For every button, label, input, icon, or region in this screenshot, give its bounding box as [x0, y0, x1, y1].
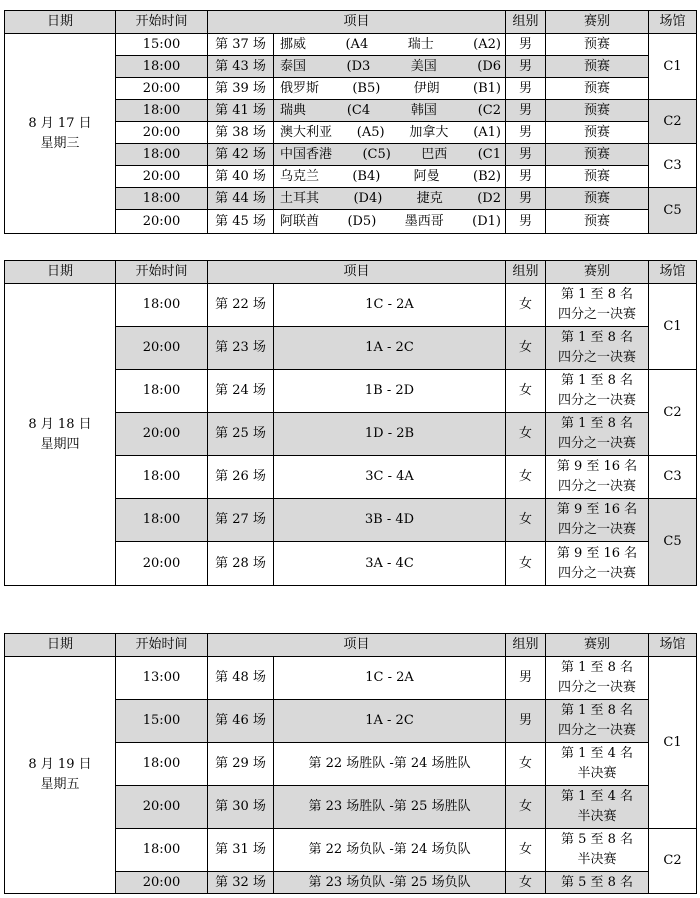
- item-cell: [274, 188, 506, 210]
- header-stage: 赛别: [546, 261, 649, 284]
- group-cell: 女: [506, 499, 546, 542]
- stage-cell: 预赛: [546, 166, 649, 188]
- header-item: 项目: [208, 261, 506, 284]
- stage-line-2: 四分之一决赛: [558, 723, 637, 738]
- group-cell: 女: [506, 872, 546, 894]
- item-cell: 第 22 场胜队 -第 24 场胜队: [274, 743, 506, 786]
- header-time: 开始时间: [116, 11, 208, 34]
- stage-line-2: 四分之一决赛: [558, 565, 637, 581]
- time-cell: 13:00: [116, 657, 208, 700]
- stage-cell: 预赛: [546, 144, 649, 166]
- team-b-code: (A1): [473, 124, 501, 140]
- time-cell: 18:00: [116, 829, 208, 872]
- schedule-table-aug18: [4, 260, 697, 586]
- stage-cell: [546, 786, 649, 829]
- stage-cell: [546, 327, 649, 370]
- team-a-code: (D3: [346, 58, 371, 74]
- match-cell: 第 43 场: [208, 56, 274, 78]
- team-b: 瑞士: [407, 36, 434, 52]
- team-a: 澳大利亚: [280, 124, 333, 140]
- venue-cell: C2: [649, 829, 697, 894]
- header-group: 组别: [506, 634, 546, 657]
- team-b: 加拿大: [409, 124, 449, 140]
- match-cell: 第 45 场: [208, 210, 274, 234]
- group-cell: 男: [506, 56, 546, 78]
- group-cell: 女: [506, 413, 546, 456]
- time-cell: 18:00: [116, 456, 208, 499]
- team-b-code: (D1): [472, 213, 501, 229]
- header-stage: 赛别: [546, 634, 649, 657]
- group-cell: 女: [506, 829, 546, 872]
- header-item: 项目: [208, 634, 506, 657]
- time-cell: 15:00: [116, 700, 208, 743]
- team-a-code: (A4: [345, 36, 369, 52]
- stage-line-2: 半决赛: [577, 852, 617, 867]
- item-cell: [274, 210, 506, 234]
- match-cell: 第 46 场: [208, 700, 274, 743]
- match-cell: 第 28 场: [208, 542, 274, 586]
- time-cell: 20:00: [116, 327, 208, 370]
- match-cell: 第 30 场: [208, 786, 274, 829]
- item-cell: 3B - 4D: [274, 499, 506, 542]
- team-b: 墨西哥: [404, 213, 444, 229]
- stage-cell: [546, 542, 649, 586]
- stage-cell: [546, 499, 649, 542]
- stage-line-1: 第 1 至 4 名: [560, 789, 634, 804]
- table-row: [5, 34, 697, 56]
- group-cell: 男: [506, 100, 546, 122]
- team-a-code: (D4): [353, 190, 383, 206]
- stage-line-1: 第 9 至 16 名: [556, 545, 638, 561]
- time-cell: 20:00: [116, 872, 208, 894]
- stage-line-1: 第 1 至 4 名: [560, 746, 634, 761]
- group-cell: 男: [506, 210, 546, 234]
- date-label: 8 月 17 日: [28, 115, 92, 131]
- team-a-code: (B4): [352, 168, 381, 184]
- item-cell: [274, 56, 506, 78]
- time-cell: 20:00: [116, 413, 208, 456]
- stage-cell: [546, 370, 649, 413]
- header-time: 开始时间: [116, 634, 208, 657]
- match-cell: 第 26 场: [208, 456, 274, 499]
- group-cell: 男: [506, 122, 546, 144]
- item-cell: 1C - 2A: [274, 284, 506, 327]
- time-cell: 15:00: [116, 34, 208, 56]
- header-date: 日期: [5, 261, 116, 284]
- team-a-code: (C4: [346, 102, 371, 118]
- header-row: [5, 261, 697, 284]
- venue-cell: C5: [649, 188, 697, 234]
- stage-line-1: 第 9 至 16 名: [556, 459, 638, 474]
- team-b-code: (C2: [477, 102, 502, 118]
- time-cell: 20:00: [116, 122, 208, 144]
- stage-cell: [546, 700, 649, 743]
- header-item: 项目: [208, 11, 506, 34]
- team-b: 韩国: [410, 102, 437, 118]
- stage-cell: [546, 829, 649, 872]
- time-cell: 18:00: [116, 284, 208, 327]
- header-group: 组别: [506, 261, 546, 284]
- team-a: 乌克兰: [280, 168, 320, 184]
- group-cell: 女: [506, 456, 546, 499]
- stage-line-1: 第 1 至 8 名: [560, 660, 634, 675]
- time-cell: 18:00: [116, 499, 208, 542]
- stage-cell: [546, 456, 649, 499]
- team-b-code: (B2): [473, 168, 501, 184]
- team-a: 挪威: [280, 36, 307, 52]
- team-b-code: (D6: [477, 58, 502, 74]
- venue-cell: C3: [649, 456, 697, 499]
- stage-cell: 预赛: [546, 210, 649, 234]
- time-cell: 18:00: [116, 370, 208, 413]
- item-cell: [274, 144, 506, 166]
- item-cell: [274, 166, 506, 188]
- match-cell: 第 41 场: [208, 100, 274, 122]
- schedule-table-aug19: [4, 633, 697, 894]
- header-group: 组别: [506, 11, 546, 34]
- venue-cell: C2: [649, 100, 697, 144]
- stage-line-2: 四分之一决赛: [558, 680, 637, 695]
- stage-cell: [546, 657, 649, 700]
- stage-line-2: 四分之一决赛: [558, 350, 637, 365]
- team-a-code: (C5): [362, 146, 391, 162]
- venue-cell: C1: [649, 34, 697, 100]
- item-cell: 1D - 2B: [274, 413, 506, 456]
- team-b: 巴西: [421, 146, 448, 162]
- time-cell: 18:00: [116, 100, 208, 122]
- match-cell: 第 27 场: [208, 499, 274, 542]
- team-b: 捷克: [416, 190, 443, 206]
- stage-line-2: 四分之一决赛: [558, 479, 637, 494]
- stage-line-1: 第 5 至 8 名: [560, 832, 634, 847]
- stage-cell: [546, 743, 649, 786]
- date-cell: [5, 34, 116, 234]
- group-cell: 男: [506, 166, 546, 188]
- item-cell: 1B - 2D: [274, 370, 506, 413]
- weekday-label: 星期三: [40, 135, 80, 151]
- stage-cell: 第 5 至 8 名: [546, 872, 649, 894]
- item-cell: 1C - 2A: [274, 657, 506, 700]
- stage-cell: [546, 284, 649, 327]
- venue-cell: C2: [649, 370, 697, 456]
- stage-cell: [546, 413, 649, 456]
- item-cell: 第 23 场胜队 -第 25 场胜队: [274, 786, 506, 829]
- date-cell: [5, 284, 116, 586]
- stage-line-2: 四分之一决赛: [558, 522, 637, 537]
- team-b: 美国: [410, 58, 437, 74]
- match-cell: 第 44 场: [208, 188, 274, 210]
- stage-line-2: 四分之一决赛: [558, 307, 637, 322]
- weekday-label: 星期五: [40, 777, 80, 792]
- date-label: 8 月 19 日: [28, 757, 92, 772]
- team-b-code: (A2): [473, 36, 501, 52]
- match-cell: 第 23 场: [208, 327, 274, 370]
- stage-line-1: 第 1 至 8 名: [560, 416, 634, 431]
- item-cell: 1A - 2C: [274, 700, 506, 743]
- item-cell: 3A - 4C: [274, 542, 506, 586]
- match-cell: 第 32 场: [208, 872, 274, 894]
- team-b-code: (C1: [477, 146, 502, 162]
- match-cell: 第 42 场: [208, 144, 274, 166]
- stage-line-2: 半决赛: [577, 766, 617, 781]
- match-cell: 第 25 场: [208, 413, 274, 456]
- group-cell: 女: [506, 786, 546, 829]
- stage-line-2: 半决赛: [577, 809, 617, 824]
- venue-cell: C3: [649, 144, 697, 188]
- time-cell: 18:00: [116, 56, 208, 78]
- header-time: 开始时间: [116, 261, 208, 284]
- stage-cell: 预赛: [546, 34, 649, 56]
- time-cell: 20:00: [116, 166, 208, 188]
- group-cell: 男: [506, 188, 546, 210]
- stage-line-2: 四分之一决赛: [558, 393, 637, 408]
- match-cell: 第 22 场: [208, 284, 274, 327]
- match-cell: 第 40 场: [208, 166, 274, 188]
- header-venue: 场馆: [649, 11, 697, 34]
- team-b: 阿曼: [413, 168, 440, 184]
- item-cell: [274, 78, 506, 100]
- item-cell: [274, 34, 506, 56]
- stage-cell: 预赛: [546, 56, 649, 78]
- header-date: 日期: [5, 634, 116, 657]
- schedule-table-aug17: [4, 10, 697, 234]
- group-cell: 女: [506, 327, 546, 370]
- team-b-code: (D2: [477, 190, 501, 206]
- stage-line-1: 第 1 至 8 名: [560, 703, 634, 718]
- time-cell: 20:00: [116, 542, 208, 586]
- team-a-code: (B5): [352, 80, 381, 96]
- group-cell: 女: [506, 370, 546, 413]
- time-cell: 20:00: [116, 78, 208, 100]
- header-row: [5, 634, 697, 657]
- match-cell: 第 38 场: [208, 122, 274, 144]
- group-cell: 男: [506, 34, 546, 56]
- team-a: 泰国: [280, 58, 307, 74]
- match-cell: 第 39 场: [208, 78, 274, 100]
- date-cell: [5, 657, 116, 894]
- group-cell: 女: [506, 284, 546, 327]
- item-cell: 第 22 场负队 -第 24 场负队: [274, 829, 506, 872]
- team-a: 中国香港: [280, 146, 333, 162]
- venue-cell: C1: [649, 657, 697, 829]
- match-cell: 第 24 场: [208, 370, 274, 413]
- date-label: 8 月 18 日: [28, 416, 92, 432]
- group-cell: 女: [506, 542, 546, 586]
- group-cell: 男: [506, 657, 546, 700]
- venue-cell: C1: [649, 284, 697, 370]
- header-date: 日期: [5, 11, 116, 34]
- team-a: 土耳其: [280, 190, 320, 206]
- match-cell: 第 48 场: [208, 657, 274, 700]
- item-cell: 1A - 2C: [274, 327, 506, 370]
- header-stage: 赛别: [546, 11, 649, 34]
- time-cell: 18:00: [116, 144, 208, 166]
- group-cell: 男: [506, 700, 546, 743]
- match-cell: 第 29 场: [208, 743, 274, 786]
- stage-line-2: 四分之一决赛: [558, 436, 637, 451]
- time-cell: 20:00: [116, 210, 208, 234]
- table-row: [5, 284, 697, 327]
- match-cell: 第 37 场: [208, 34, 274, 56]
- match-cell: 第 31 场: [208, 829, 274, 872]
- item-cell: [274, 122, 506, 144]
- team-a-code: (D5): [347, 213, 377, 229]
- item-cell: 3C - 4A: [274, 456, 506, 499]
- stage-cell: 预赛: [546, 188, 649, 210]
- stage-cell: 预赛: [546, 78, 649, 100]
- team-a: 瑞典: [280, 102, 307, 118]
- item-cell: [274, 100, 506, 122]
- stage-line-1: 第 1 至 8 名: [560, 330, 634, 345]
- time-cell: 18:00: [116, 188, 208, 210]
- venue-cell: C5: [649, 499, 697, 586]
- stage-cell: 预赛: [546, 100, 649, 122]
- weekday-label: 星期四: [40, 436, 80, 452]
- stage-line-1: 第 1 至 8 名: [560, 287, 634, 302]
- stage-line-1: 第 9 至 16 名: [556, 502, 638, 517]
- stage-line-1: 第 1 至 8 名: [560, 373, 634, 388]
- group-cell: 男: [506, 78, 546, 100]
- table-row: [5, 657, 697, 700]
- team-a: 俄罗斯: [280, 80, 320, 96]
- group-cell: 女: [506, 743, 546, 786]
- header-row: [5, 11, 697, 34]
- team-a: 阿联酋: [280, 213, 320, 229]
- team-b-code: (B1): [473, 80, 501, 96]
- stage-cell: 预赛: [546, 122, 649, 144]
- header-venue: 场馆: [649, 261, 697, 284]
- group-cell: 男: [506, 144, 546, 166]
- team-b: 伊朗: [413, 80, 440, 96]
- header-venue: 场馆: [649, 634, 697, 657]
- time-cell: 20:00: [116, 786, 208, 829]
- item-cell: 第 23 场负队 -第 25 场负队: [274, 872, 506, 894]
- time-cell: 18:00: [116, 743, 208, 786]
- team-a-code: (A5): [356, 124, 385, 140]
